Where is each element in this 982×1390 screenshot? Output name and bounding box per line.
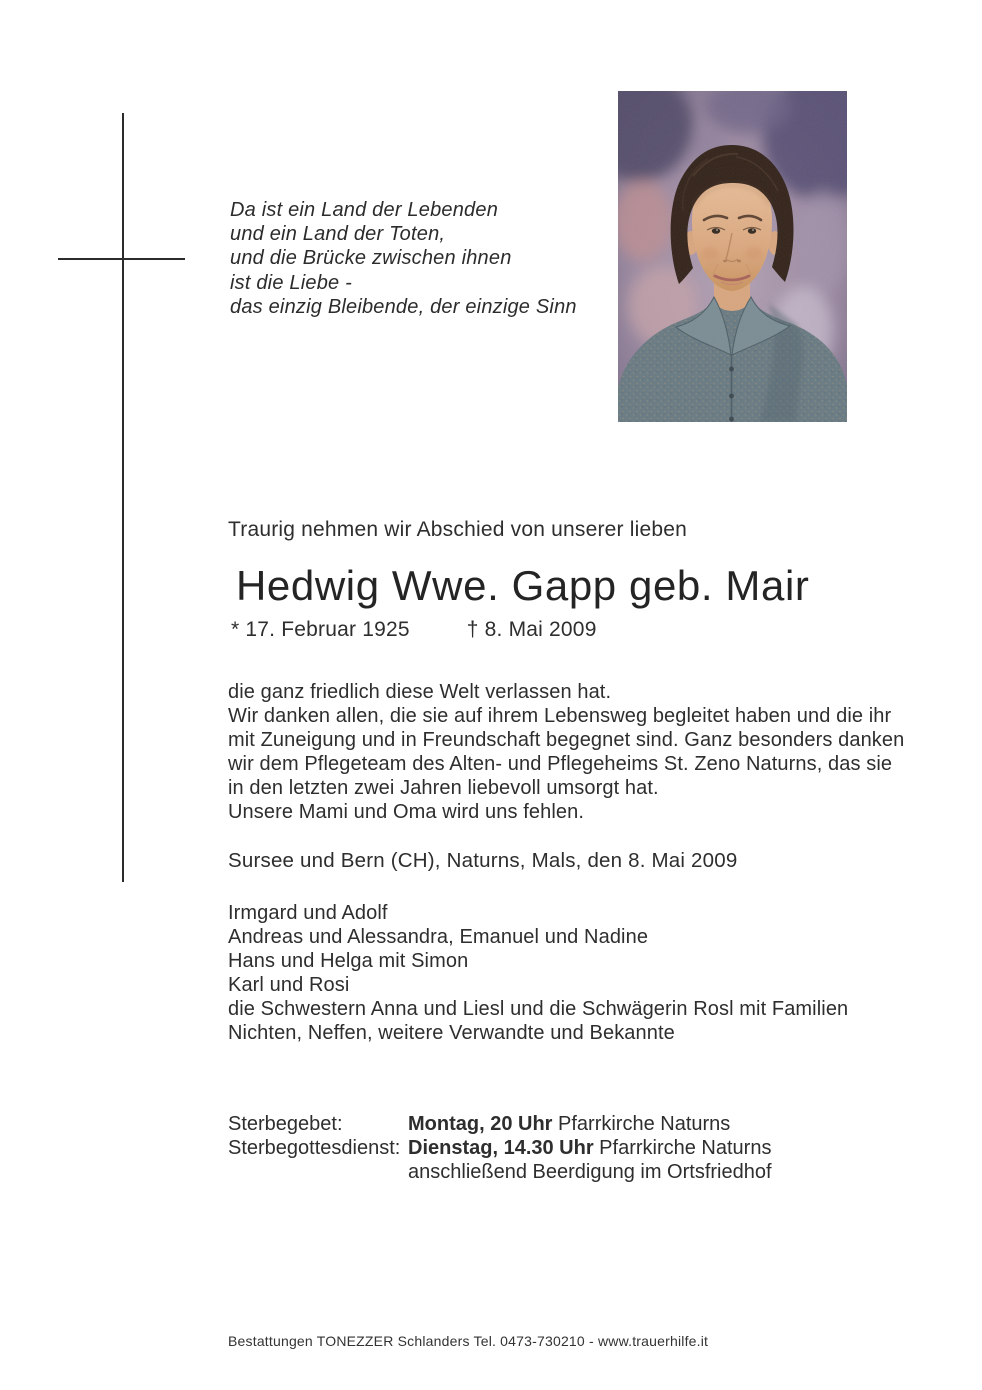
life-dates — [231, 618, 597, 642]
schedule-extra-line: anschließend Beerdigung im Ortsfriedhof — [408, 1161, 772, 1183]
funeral-home-footer: Bestattungen TONEZZER Schlanders Tel. 0473-730210 - www.trauerhilfe.it — [228, 1333, 709, 1349]
schedule-time-bold: Dienstag, 14.30 Uhr — [408, 1137, 594, 1159]
condolence-line: die ganz friedlich diese Welt verlassen hat. — [228, 681, 612, 703]
deceased-name: Hedwig Wwe. Gapp geb. Mair — [236, 562, 810, 609]
place-date-line: Sursee und Bern (CH), Naturns, Mals, den 8. Mai 2009 — [228, 849, 738, 872]
poem-line: Da ist ein Land der Lebenden — [230, 199, 499, 221]
intro-line: Traurig nehmen wir Abschied von unserer lieben — [228, 518, 687, 541]
poem-line: und die Brücke zwischen ihnen — [230, 247, 512, 270]
cross-vertical-line — [122, 113, 124, 882]
condolence-line: Wir danken allen, die sie auf ihrem Lebensweg begleitet haben und die ihr — [228, 705, 892, 728]
schedule-row-sterbegebet — [228, 1112, 772, 1136]
memorial-poem — [230, 198, 577, 319]
service-schedule — [228, 1112, 772, 1184]
condolence-line: wir dem Pflegeteam des Alten- und Pflegeheims St. Zeno Naturns, das sie — [228, 753, 893, 776]
family-line: Andreas und Alessandra, Emanuel und Nadine — [228, 925, 649, 948]
schedule-location: Pfarrkirche Naturns — [593, 1137, 772, 1159]
family-line: Karl und Rosi — [228, 973, 350, 996]
schedule-label: Sterbegebet: — [228, 1113, 343, 1135]
portrait-photo — [618, 91, 847, 422]
family-line: Hans und Helga mit Simon — [228, 949, 469, 972]
family-line: Irmgard und Adolf — [228, 902, 388, 924]
family-line: die Schwestern Anna und Liesl und die Schwägerin Rosl mit Familien — [228, 997, 849, 1020]
death-date: † 8. Mai 2009 — [466, 618, 597, 641]
schedule-row-sterbegottesdienst — [228, 1136, 772, 1184]
poem-line: das einzig Bleibende, der einzige Sinn — [230, 295, 577, 318]
condolence-line: Unsere Mami und Oma wird uns fehlen. — [228, 801, 584, 824]
birth-date: * 17. Februar 1925 — [231, 618, 410, 641]
schedule-location: Pfarrkirche Naturns — [552, 1113, 731, 1135]
cross-horizontal-line — [58, 258, 185, 260]
schedule-time-bold: Montag, 20 Uhr — [408, 1113, 553, 1135]
schedule-value-line — [408, 1136, 772, 1160]
schedule-value — [408, 1112, 730, 1136]
mourning-family-list — [228, 902, 848, 1045]
condolence-line: mit Zuneigung und in Freundschaft begegnet sind. Ganz besonders danken — [228, 729, 905, 752]
condolence-line: in den letzten zwei Jahren liebevoll umsorgt hat. — [228, 777, 659, 800]
condolence-text — [228, 680, 904, 825]
family-line: Nichten, Neffen, weitere Verwandte und Bekannte — [228, 1021, 675, 1044]
poem-line: und ein Land der Toten, — [230, 223, 446, 246]
schedule-label: Sterbegottesdienst: — [228, 1137, 401, 1159]
poem-line: ist die Liebe - — [230, 271, 352, 294]
schedule-value — [408, 1136, 772, 1184]
